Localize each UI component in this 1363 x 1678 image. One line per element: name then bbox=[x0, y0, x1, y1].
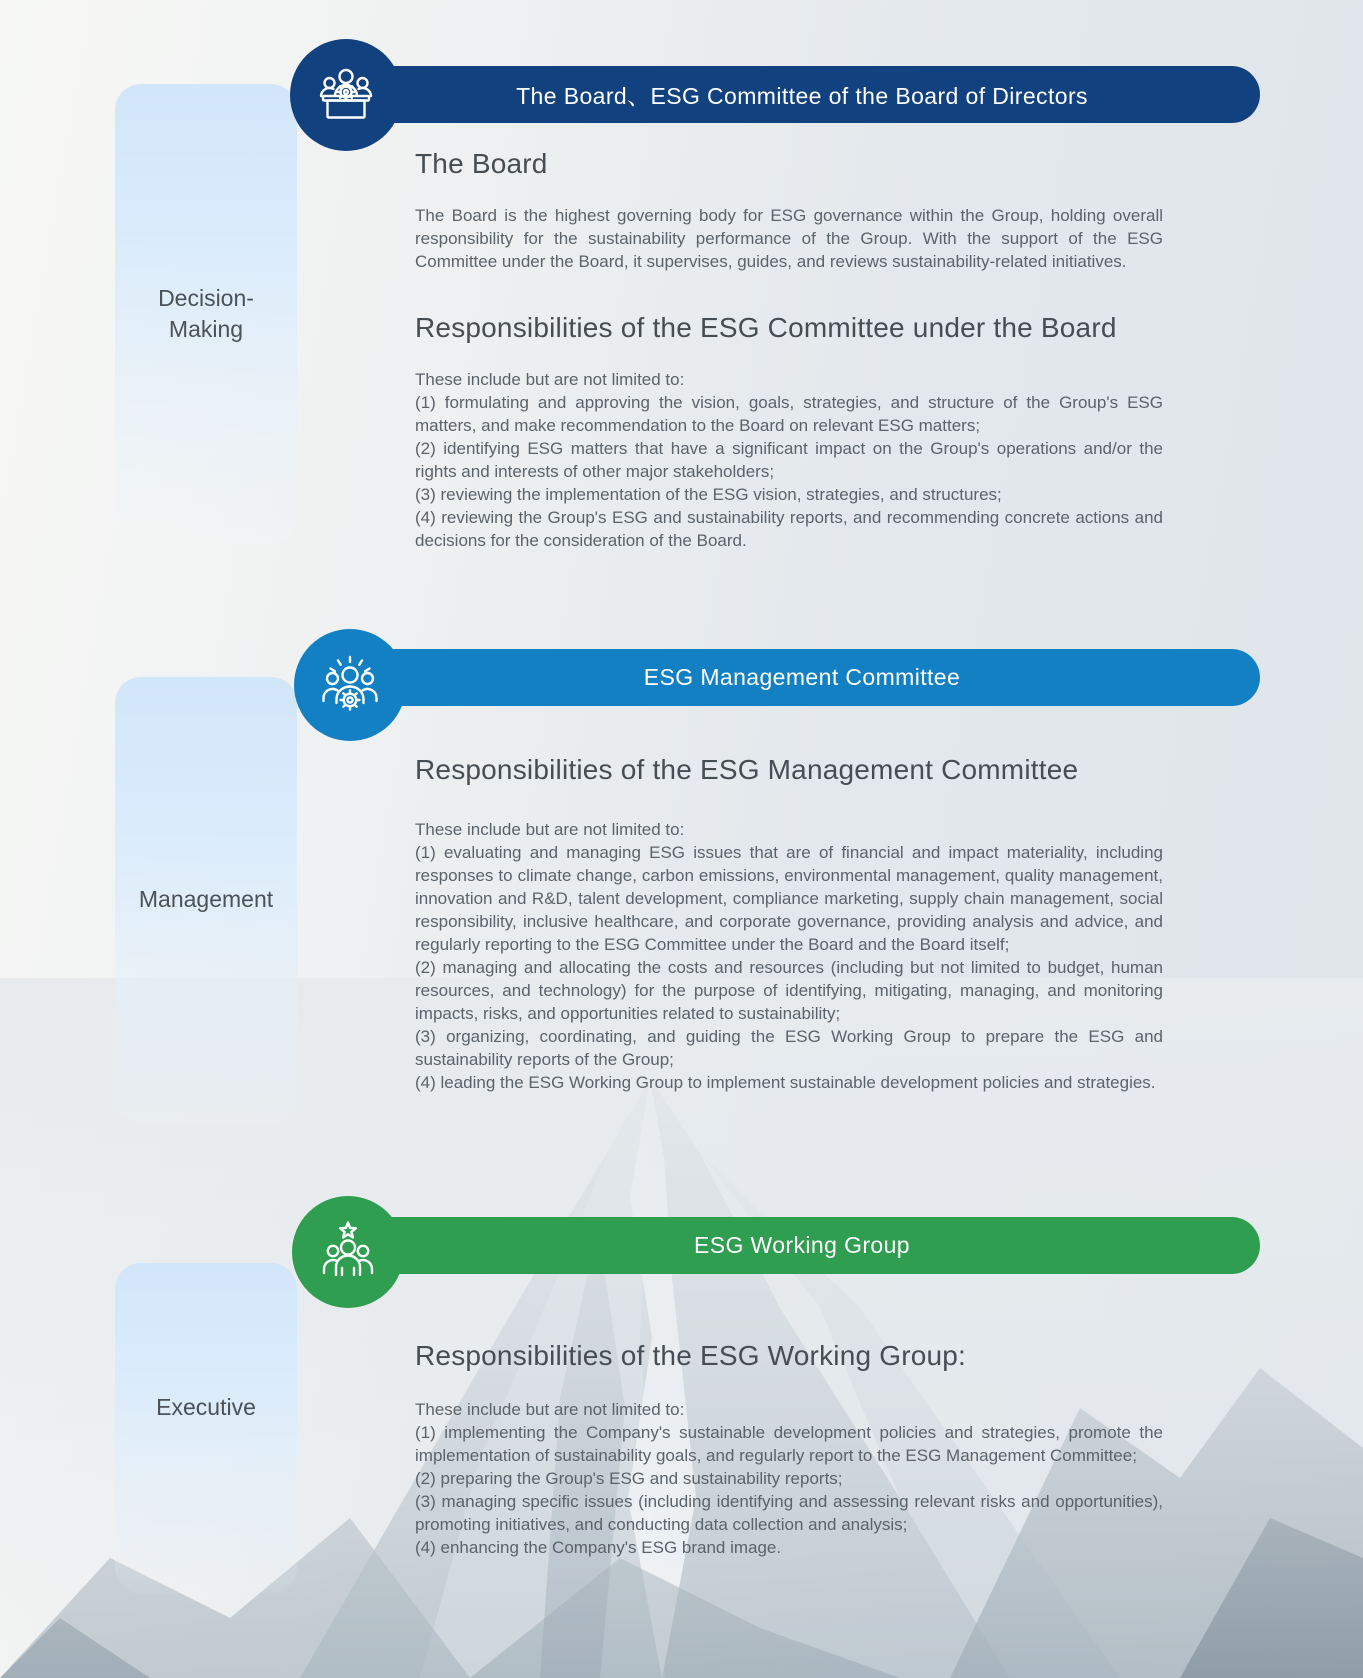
board-description: The Board is the highest governing body for ESG governance within the Group, holding overall responsibility for the sustainability performance of the Group. With the support of the ESG Committee under the Board, it supervises, guides, and reviews sustainability-related initiatives. bbox=[415, 206, 1163, 271]
management-responsibilities-heading: Responsibilities of the ESG Management Committee bbox=[415, 754, 1079, 785]
star-team-icon bbox=[316, 1220, 380, 1284]
board-meeting-icon bbox=[314, 63, 378, 127]
banner-badge-working-group bbox=[292, 1196, 404, 1308]
board-heading: The Board bbox=[415, 148, 548, 179]
working-group-responsibilities-heading: Responsibilities of the ESG Working Group: bbox=[415, 1340, 967, 1371]
list-item: (3) reviewing the implementation of the ESG vision, strategies, and structures; bbox=[415, 485, 1002, 504]
rail-label-executive bbox=[115, 1263, 297, 1593]
rail-label-decision-making bbox=[115, 84, 297, 544]
banner-badge-board bbox=[290, 39, 402, 151]
banner-title: ESG Management Committee bbox=[643, 664, 961, 690]
list-item: (1) evaluating and managing ESG issues that are of financial and impact materiality, including responses to climate change, carbon emissions, environmental management, quality management, innovation and R&D, talent development, compliance marketing, supply chain management, social responsibility, inclusive healthcare, and corporate governance, providing analysis and advice, and regularly reporting to the ESG Committee under the Board and the Board itself; bbox=[415, 843, 1163, 954]
list-item: (2) identifying ESG matters that have a significant impact on the Group's operations and/or the rights and interests of other major stakeholders; bbox=[415, 439, 1163, 481]
list-intro: These include but are not limited to: bbox=[415, 370, 685, 389]
list-item: (3) managing specific issues (including identifying and assessing relevant risks and opportunities), promoting initiatives, and conducting data collection and analysis; bbox=[415, 1492, 1163, 1534]
working-group-responsibilities-list bbox=[415, 1398, 1163, 1559]
team-idea-gear-icon bbox=[318, 653, 382, 717]
list-item: (1) implementing the Company's sustainable development policies and strategies, promote the implementation of sustainability goals, and regularly report to the ESG Management Committee; bbox=[415, 1423, 1163, 1465]
banner-esg-working-group bbox=[344, 1217, 1260, 1274]
management-responsibilities-list bbox=[415, 818, 1163, 1094]
banner-esg-management-committee bbox=[344, 649, 1260, 706]
banner-board-esg-committee bbox=[344, 66, 1260, 123]
banner-badge-management bbox=[294, 629, 406, 741]
list-item: (1) formulating and approving the vision, goals, strategies, and structure of the Group's ESG matters, and make recommendation to the Board on relevant ESG matters; bbox=[415, 393, 1163, 435]
list-item: (4) enhancing the Company's ESG brand image. bbox=[415, 1538, 782, 1557]
list-item: (2) preparing the Group's ESG and sustainability reports; bbox=[415, 1469, 843, 1488]
list-item: (2) managing and allocating the costs and resources (including but not limited to budget, human resources, and technology) for the purpose of identifying, mitigating, managing, and monitoring impacts, risks, and opportunities related to sustainability; bbox=[415, 958, 1163, 1023]
rail-label-management bbox=[115, 677, 297, 1123]
list-item: (3) organizing, coordinating, and guiding the ESG Working Group to prepare the ESG and sustainability reports of the Group; bbox=[415, 1027, 1163, 1069]
list-item: (4) leading the ESG Working Group to implement sustainable development policies and strategies. bbox=[415, 1073, 1156, 1092]
list-item: (4) reviewing the Group's ESG and sustainability reports, and recommending concrete actions and decisions for the consideration of the Board. bbox=[415, 508, 1163, 550]
list-intro: These include but are not limited to: bbox=[415, 1400, 685, 1419]
rail-label-text: Executive bbox=[156, 1394, 256, 1421]
board-responsibilities-heading: Responsibilities of the ESG Committee under the Board bbox=[415, 312, 1117, 343]
rail-label-text: Decision-Making bbox=[158, 284, 254, 342]
list-intro: These include but are not limited to: bbox=[415, 820, 685, 839]
banner-title: ESG Working Group bbox=[693, 1232, 910, 1258]
banner-title: The Board、ESG Committee of the Board of Directors bbox=[516, 83, 1088, 109]
rail-label-text: Management bbox=[138, 886, 274, 913]
board-responsibilities-list bbox=[415, 368, 1163, 552]
